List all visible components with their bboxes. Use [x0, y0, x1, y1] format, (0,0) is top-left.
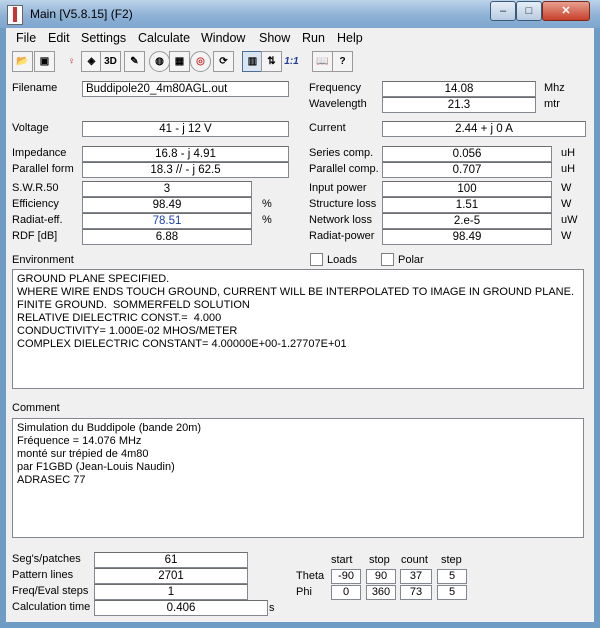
- wavelength-unit: mtr: [544, 98, 560, 110]
- swr-label: S.W.R.50: [12, 182, 59, 194]
- series-comp-label: Series comp.: [309, 147, 374, 159]
- wavelength-label: Wavelength: [309, 98, 367, 110]
- phi-stop-field[interactable]: 360: [366, 585, 396, 600]
- parallel-comp-field[interactable]: 0.707: [382, 162, 552, 178]
- impedance-field[interactable]: 16.8 - j 4.91: [82, 146, 289, 162]
- menu-bar: [6, 28, 594, 48]
- segs-label: Seg's/patches: [12, 553, 81, 565]
- comment-textbox[interactable]: Simulation du Buddipole (bande 20m) Fréquence = 14.076 MHz monté sur trépied de 4m80 par F1GBD (Jean-Louis Naudin) ADRASEC 77: [12, 418, 584, 538]
- 3d-button[interactable]: 3D: [100, 51, 121, 72]
- pattern-icon[interactable]: ♀: [67, 56, 76, 67]
- theta-count-field[interactable]: 37: [400, 569, 432, 584]
- theta-label: Theta: [296, 570, 325, 582]
- parallel-comp-unit: uH: [561, 163, 576, 175]
- environment-textbox[interactable]: GROUND PLANE SPECIFIED. WHERE WIRE ENDS TOUCH GROUND, CURRENT WILL BE INTERPOLATED TO IMAGE IN GROUND PLANE. FINITE GROUND. SOMMERFELD SOLUTION RELATIVE DIELECTRIC CONST.= 4.000 CONDUCTIVITY= 1.000E-02 MHOS/METER COMPLEX DIELECTRIC CONSTANT= 4.00000E+00-1.27707E+01: [12, 269, 584, 389]
- book-icon[interactable]: 📖: [312, 51, 333, 72]
- phi-label: Phi: [296, 586, 312, 598]
- structure-loss-field[interactable]: 1.51: [382, 197, 552, 213]
- menu-calculate[interactable]: Calculate: [138, 31, 191, 45]
- one-to-one-button[interactable]: 1:1: [284, 56, 299, 67]
- compare-icon[interactable]: ⇅: [261, 51, 282, 72]
- smith-icon[interactable]: ◍: [149, 51, 170, 72]
- radiat-eff-label: Radiat-eff.: [12, 214, 63, 226]
- calc-time-field[interactable]: 0.406: [94, 600, 268, 616]
- wavelength-field[interactable]: 21.3: [382, 97, 536, 113]
- series-comp-field[interactable]: 0.056: [382, 146, 552, 162]
- rdf-label: RDF [dB]: [12, 230, 58, 242]
- radiat-eff-unit: %: [262, 214, 272, 226]
- step-header: step: [441, 554, 462, 566]
- pattern-lines-field[interactable]: 2701: [94, 568, 248, 584]
- freq-eval-field[interactable]: 1: [94, 584, 248, 600]
- count-header: count: [401, 554, 428, 566]
- efficiency-unit: %: [262, 198, 272, 210]
- minimize-button[interactable]: –: [490, 1, 516, 21]
- calc-time-label: Calculation time: [12, 601, 91, 613]
- efficiency-field[interactable]: 98.49: [82, 197, 252, 213]
- rdf-field[interactable]: 6.88: [82, 229, 252, 245]
- current-field[interactable]: 2.44 + j 0 A: [382, 121, 586, 137]
- rotate-icon[interactable]: ⟳: [213, 51, 234, 72]
- polar-checkbox[interactable]: [381, 253, 394, 266]
- window-title: Main [V5.8.15] (F2): [30, 7, 133, 21]
- menu-edit[interactable]: Edit: [48, 31, 70, 45]
- title-bar[interactable]: [0, 0, 600, 28]
- swr-field[interactable]: 3: [82, 181, 252, 197]
- parallel-form-field[interactable]: 18.3 // - j 62.5: [82, 162, 289, 178]
- input-power-field[interactable]: 100: [382, 181, 552, 197]
- theta-step-field[interactable]: 5: [437, 569, 467, 584]
- network-loss-field[interactable]: 2.e-5: [382, 213, 552, 229]
- menu-file[interactable]: File: [16, 31, 37, 45]
- structure-loss-label: Structure loss: [309, 198, 377, 210]
- loads-checkbox[interactable]: [310, 253, 323, 266]
- frequency-unit: Mhz: [544, 82, 565, 94]
- bottom-border: [6, 618, 594, 622]
- menu-settings[interactable]: Settings: [81, 31, 127, 45]
- radiat-power-label: Radiat-power: [309, 230, 375, 242]
- radiat-power-unit: W: [561, 230, 572, 242]
- input-power-label: Input power: [309, 182, 367, 194]
- input-power-unit: W: [561, 182, 572, 194]
- freq-eval-label: Freq/Eval steps: [12, 585, 89, 597]
- filename-label: Filename: [12, 82, 58, 94]
- grid-icon[interactable]: ▦: [169, 51, 190, 72]
- network-loss-unit: uW: [561, 214, 578, 226]
- frequency-label: Frequency: [309, 82, 361, 94]
- loads-label: Loads: [327, 254, 357, 266]
- environment-label: Environment: [12, 254, 74, 266]
- menu-help[interactable]: Help: [337, 31, 363, 45]
- open-icon[interactable]: 📂: [12, 51, 33, 72]
- efficiency-label: Efficiency: [12, 198, 59, 210]
- cube-icon[interactable]: ◈: [81, 51, 102, 72]
- menu-run[interactable]: Run: [302, 31, 325, 45]
- stop-header: stop: [369, 554, 390, 566]
- help-icon[interactable]: ?: [332, 51, 353, 72]
- voltage-field[interactable]: 41 - j 12 V: [82, 121, 289, 137]
- parallel-comp-label: Parallel comp.: [309, 163, 379, 175]
- filename-field[interactable]: Buddipole20_4m80AGL.out: [82, 81, 289, 97]
- phi-step-field[interactable]: 5: [437, 585, 467, 600]
- comment-label: Comment: [12, 402, 60, 414]
- parallel-form-label: Parallel form: [12, 163, 74, 175]
- menu-window[interactable]: Window: [201, 31, 246, 45]
- app-icon: [7, 5, 23, 25]
- segs-field[interactable]: 61: [94, 552, 248, 568]
- radiat-power-field[interactable]: 98.49: [382, 229, 552, 245]
- structure-loss-unit: W: [561, 198, 572, 210]
- series-comp-unit: uH: [561, 147, 576, 159]
- voltage-label: Voltage: [12, 122, 49, 134]
- radiat-eff-field[interactable]: 78.51: [82, 213, 252, 229]
- layout-icon[interactable]: ▥: [242, 51, 263, 72]
- start-header: start: [331, 554, 353, 566]
- theta-start-field[interactable]: -90: [331, 569, 361, 584]
- frequency-field[interactable]: 14.08: [382, 81, 536, 97]
- close-button[interactable]: ✕: [542, 1, 590, 21]
- toolbar: [6, 50, 594, 76]
- copy-icon[interactable]: ▣: [34, 51, 55, 72]
- current-label: Current: [309, 122, 346, 134]
- theta-stop-field[interactable]: 90: [366, 569, 396, 584]
- menu-show[interactable]: Show: [259, 31, 291, 45]
- phi-start-field[interactable]: 0: [331, 585, 361, 600]
- calc-time-unit: s: [269, 602, 275, 614]
- pattern-lines-label: Pattern lines: [12, 569, 74, 581]
- client-area: [6, 28, 594, 622]
- polar-label: Polar: [398, 254, 424, 266]
- edit-icon[interactable]: ✎: [124, 51, 145, 72]
- network-loss-label: Network loss: [309, 214, 372, 226]
- maximize-button[interactable]: □: [516, 1, 542, 21]
- impedance-label: Impedance: [12, 147, 67, 159]
- target-icon[interactable]: ◎: [190, 51, 211, 72]
- phi-count-field[interactable]: 73: [400, 585, 432, 600]
